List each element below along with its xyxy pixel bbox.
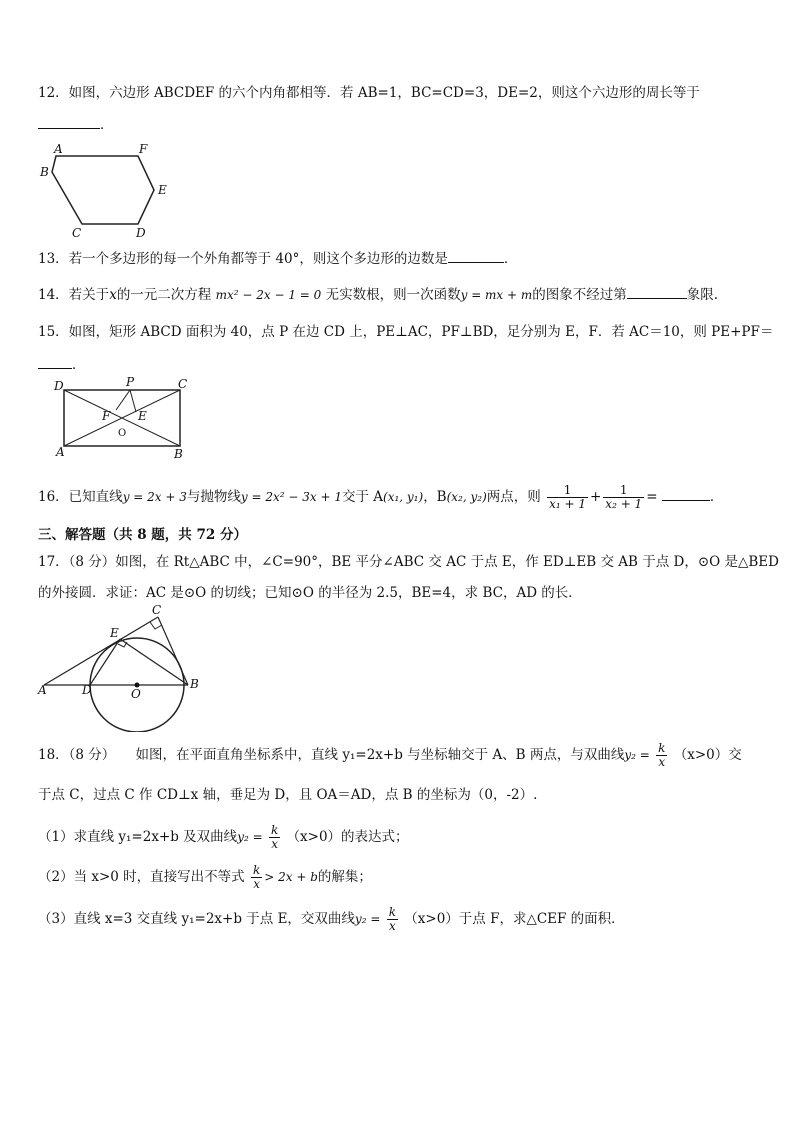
q15-answer-blank[interactable] — [38, 356, 72, 369]
q17-label-O: O — [131, 687, 141, 701]
q17-label-A: A — [38, 683, 47, 697]
q15-label-E: E — [138, 409, 147, 423]
q18-part1: （1）求直线 y₁=2x+b 及双曲线y₂ = $\frac{k}{x}$ （x>0）的表达式； — [38, 823, 409, 851]
q16-answer-blank[interactable] — [662, 488, 710, 501]
q13-text: 13．若一个多边形的每一个外角都等于 40°，则这个多边形的边数是 ． — [38, 251, 518, 267]
q12-label-C: C — [72, 226, 82, 240]
q16-fraction-1: $\frac{1}{\text{x₁ + 1}}$ — [549, 483, 586, 511]
q15-label-B: B — [174, 447, 183, 461]
q12-label-E: E — [158, 183, 167, 197]
q12-label-B: B — [40, 165, 49, 179]
section-3-title: 三、解答题（共 8 题，共 72 分） — [38, 527, 247, 543]
q18-fraction-k-over-x: $\frac{k}{x}$ — [658, 741, 666, 769]
q17-label-C: C — [152, 603, 162, 617]
q18-part3: （3）直线 x=3 交直线 y₁=2x+b 于点 E，交双曲线y₂ = $\frac{k}{x}$ （x>0）于点 F，求△CEF 的面积． — [38, 905, 625, 933]
q12-label-D: D — [136, 226, 146, 240]
q15-label-A: A — [56, 445, 65, 459]
q16-text: 16．已知直线y = 2x + 3与抛物线y = 2x² − 3x + 1交于 A(x₁, y₁)，B(x₂, y₂)两点，则 $\frac{1}{\text{x₁ + 1}}$ + $\frac{1}{\text{x₂ + 1}}$ = ． — [38, 483, 724, 511]
q15-label-O: O — [118, 428, 127, 439]
q15-label-F: F — [102, 409, 111, 423]
q12-label-F: F — [139, 142, 148, 156]
q12-answer-blank[interactable] — [38, 116, 100, 129]
q17-label-B: B — [190, 677, 199, 691]
q14-answer-blank[interactable] — [627, 286, 687, 299]
q14-text: 14．若关于x的一元二次方程 mx² − 2x − 1 = 0 无实数根，则一次函数y = mx + m的图象不经过第 象限. — [38, 287, 719, 303]
q15-label-D: D — [54, 379, 64, 393]
q15-rectangle-figure — [50, 374, 200, 462]
q12-stem: 12．如图，六边形 ABCDEF 的六个内角都相等．若 AB=1，BC=CD=3，DE=2，则这个六边形的周长等于 — [38, 85, 700, 101]
q18-line2: 于点 C，过点 C 作 CD⊥x 轴，垂足为 D，且 OA＝AD，点 B 的坐标为（0，-2）. — [38, 787, 538, 803]
q17-label-E: E — [110, 626, 119, 640]
q15-text: 15．如图，矩形 ABCD 面积为 40，点 P 在边 CD 上，PE⊥AC，PF⊥BD，足分别为 E，F．若 AC＝10，则 PE+PF＝ — [38, 324, 774, 340]
q15-label-C: C — [178, 377, 188, 391]
q17-line1: 17．（8 分）如图，在 Rt△ABC 中，∠C=90°，BE 平分∠ABC 交 AC 于点 E，作 ED⊥EB 交 AB 于点 D，⊙O 是△BED — [38, 554, 779, 570]
q15-label-P: P — [126, 375, 135, 389]
q15-answer-line: ． — [38, 356, 86, 374]
q17-circle-figure — [30, 602, 220, 732]
q12-text — [38, 84, 700, 102]
q17-label-D: D — [82, 683, 92, 697]
q16-fraction-2: $\frac{1}{\text{x₂ + 1}}$ — [605, 483, 643, 511]
q12-answer-line: ． — [38, 116, 114, 134]
q12-hexagon-figure — [38, 140, 178, 240]
q17-line2: 的外接圆．求证：AC 是⊙O 的切线；已知⊙O 的半径为 2.5，BE=4，求 BC，AD 的长． — [38, 585, 582, 601]
q18-part2: （2）当 x>0 时，直接写出不等式 $\frac{k}{x}$ > 2x + b的解集； — [38, 863, 372, 891]
q18-line1: 18．（8 分） 如图，在平面直角坐标系中，直线 y₁=2x+b 与坐标轴交于 A、B 两点，与双曲线y₂ = $\frac{k}{x}$ （x>0）交 — [38, 741, 742, 769]
q13-answer-blank[interactable] — [448, 250, 504, 263]
q12-label-A: A — [54, 142, 63, 156]
